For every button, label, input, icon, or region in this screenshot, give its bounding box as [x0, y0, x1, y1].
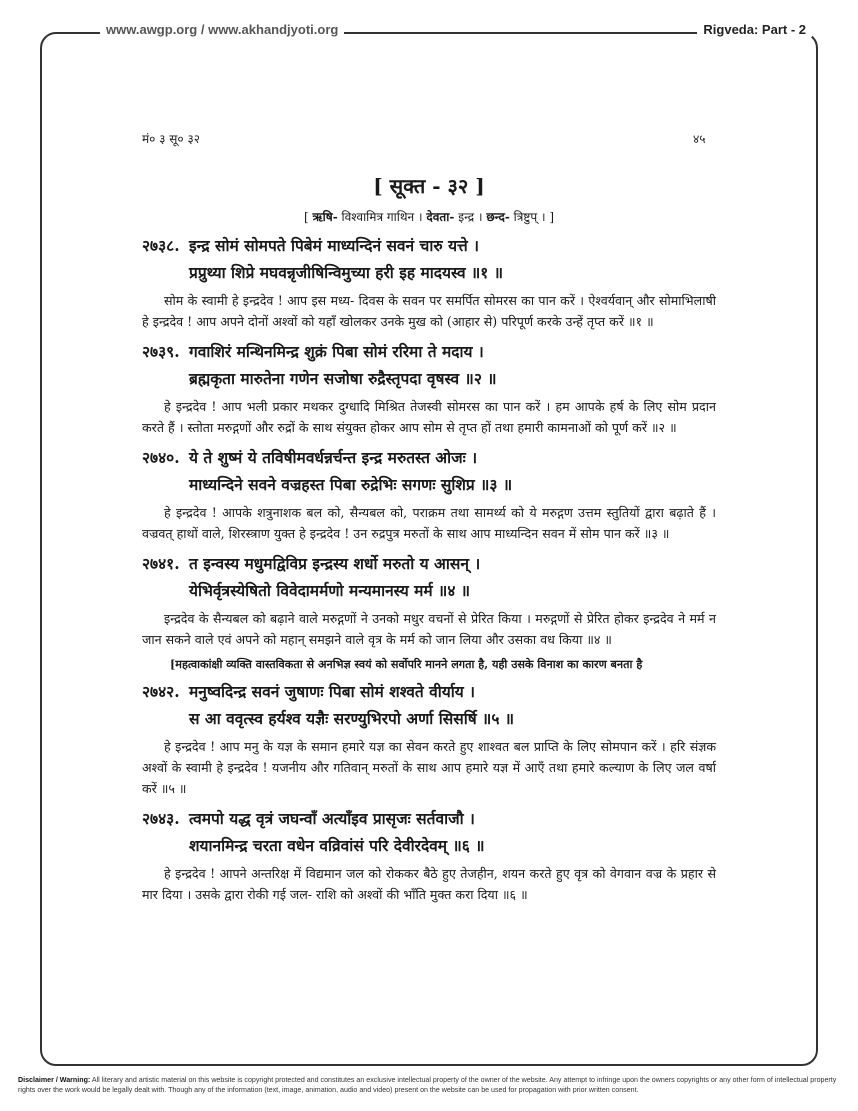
verse-number: २७३९. [142, 342, 180, 361]
verse-line-1 [142, 805, 716, 832]
verse-line-1 [142, 678, 716, 705]
disclaimer-footer [18, 1076, 842, 1095]
verse-line-2: स आ ववृत्स्व हर्यश्व यज्ञैः सरण्युभिरपो अर्णा सिसर्षि ॥५ ॥ [189, 709, 515, 728]
verse-block [142, 678, 716, 799]
verse-block [142, 232, 716, 332]
verse-number: २७४१. [142, 554, 180, 573]
moral-quote: [महत्वाकांक्षी व्यक्ति वास्तविकता से अनभिज्ञ स्वयं को सर्वोपरि मानने लगता है, यही उसके विनाश का कारण बनता है [170, 657, 643, 671]
verse-text: ये ते शुष्मं ये तविषीमवर्धन्नर्चन्त इन्द्र मरुतस्त ओजः । [189, 448, 478, 467]
verses-body [142, 232, 716, 911]
disclaimer-text: All literary and artistic material on this website is copyright protected and constitutes an exclusive intellectual property of the owner of the website. Any attempt to infringe upon the owners copyrights or any other form of intellectual property rights over the work would be legally dealt with. Though any of the information (text, image, animation, audio and video) present on the website can be used for propagation with prior written consent. [18, 1076, 837, 1094]
devata-value: इन्द्र । [454, 210, 487, 224]
verse-block [142, 805, 716, 905]
verse-number: २७४२. [142, 682, 180, 701]
verse-number: २७४०. [142, 448, 180, 467]
verse-line-2: शयानमिन्द्र चरता वधेन वव्रिवांसं परि देवीरदेवम् ॥६ ॥ [189, 836, 485, 855]
verse-translation: हे इन्द्रदेव ! आप भली प्रकार मथकर दुग्धादि मिश्रित तेजस्वी सोमरस का पान करें । हम आपके हर्ष के लिए सोम प्रदान करते हैं । स्तोता मरुद्गणों और रुद्रों के साथ संयुक्त होकर आप सोम से तृप्त हों तथा हमारी कामनाओं को पूर्ण करें ॥२ ॥ [142, 399, 716, 435]
chhanda-label: छन्द- [486, 210, 510, 224]
book-title: Rigveda: Part - 2 [697, 22, 812, 37]
sukta-meta [0, 208, 858, 225]
verse-line-1 [142, 444, 716, 471]
verse-line-1 [142, 338, 716, 365]
verse-block [142, 338, 716, 438]
verse-text: त इन्वस्य मधुमद्विविप्र इन्द्रस्य शर्धो मरुतो य आसन् । [189, 554, 481, 573]
devata-label: देवता- [426, 210, 455, 224]
verse-translation: हे इन्द्रदेव ! आपने अन्तरिक्ष में विद्यमान जल को रोककर बैठे हुए तेजहीन, शयन करते हुए वृत्र को वेगवान वज्र के प्रहार से मार दिया । उसके द्वारा रोकी गई जल- राशि को अश्वों की भाँति मुक्त करा दिया ॥६ ॥ [142, 866, 716, 902]
rishi-label: ऋषि- [312, 210, 338, 224]
verse-block [142, 444, 716, 544]
verse-line-1 [142, 550, 716, 577]
verse-number: २७३८. [142, 236, 180, 255]
rishi-value: विश्वामित्र गाथिन । [337, 210, 427, 224]
verse-text: गवाशिरं मन्थिनमिन्द्र शुक्रं पिबा सोमं ररिमा ते मदाय । [189, 342, 484, 361]
verse-translation: हे इन्द्रदेव ! आप मनु के यज्ञ के समान हमारे यज्ञ का सेवन करते हुए शाश्वत बल प्राप्ति के लिए सोमपान करें । हरि संज्ञक अश्वों के स्वामी हे इन्द्रदेव ! यजनीय और गतिवान् मरुतों के साथ आप हमारे यज्ञ में आएँ तथा हमारे कल्याण के लिए जल वर्षा करें ॥५ ॥ [142, 739, 716, 796]
sukta-title: [ सूक्त - ३२ ] [373, 174, 485, 198]
verse-line-2: प्रप्रुथ्या शिप्रे मघवन्नृजीषिन्विमुच्या हरी इह मादयस्व ॥१ ॥ [189, 263, 504, 282]
verse-block [142, 550, 716, 674]
verse-line-1 [142, 232, 716, 259]
verse-translation: इन्द्रदेव के सैन्यबल को बढ़ाने वाले मरुद्गणों ने उनको मधुर वचनों से प्रेरित किया । मरुद्गणों से प्रेरित होकर इन्द्रदेव ने मर्म न जान सकने वाले एवं अपने को महान् समझने वाले वृत्र के मर्म को जान लिया और उसका वध किया ॥४ ॥ [142, 611, 716, 647]
verse-text: मनुष्वदिन्द्र सवनं जुषाणः पिबा सोमं शश्वते वीर्याय । [189, 682, 476, 701]
mandala-sukta-reference: मं० ३ सू० ३२ [142, 132, 200, 146]
verse-translation: हे इन्द्रदेव ! आपके शत्रुनाशक बल को, सैन्यबल को, पराक्रम तथा सामर्थ्य को ये मरुद्गण उत्तम स्तुतियों द्वारा बढ़ाते हैं । वज्रवत् हाथों वाले, शिरस्त्राण युक्त हे इन्द्रदेव ! उन रुद्रपुत्र मरुतों के साथ आप माध्यन्दिन सवन में सोम पान करें ॥३ ॥ [142, 505, 716, 541]
verse-line-2: ब्रह्मकृता मारुतेना गणेन सजोषा रुद्रैस्तृपदा वृषस्व ॥२ ॥ [189, 369, 497, 388]
verse-text: इन्द्र सोमं सोमपते पिबेमं माध्यन्दिनं सवनं चारु यत्ते । [189, 236, 480, 255]
verse-translation: सोम के स्वामी हे इन्द्रदेव ! आप इस मध्य- दिवस के सवन पर समर्पित सोमरस का पान करें । ऐश्वर्यवान् और सोमाभिलाषी हे इन्द्रदेव ! आप अपने दोनों अश्वों को यहाँ खोलकर उनके मुख को (आहार से) परिपूर्ण करके उन्हें तृप्त करें ॥१ ॥ [142, 293, 716, 329]
disclaimer-label: Disclaimer / Warning: [18, 1076, 91, 1084]
verse-line-2: येभिर्वृत्रस्येषितो विवेदामर्मणो मन्यमानस्य मर्म ॥४ ॥ [189, 581, 471, 600]
verse-line-2: माध्यन्दिने सवने वज्रहस्त पिबा रुद्रेभिः सगणः सुशिप्र ॥३ ॥ [189, 475, 513, 494]
verse-text: त्वमपो यद्ध वृत्रं जघन्वाँ अत्याँइव प्रासृजः सर्तवाजौ । [189, 809, 475, 828]
page-number: ४५ [693, 132, 706, 146]
verse-number: २७४३. [142, 809, 180, 828]
meta-open: [ [303, 210, 313, 224]
site-urls: www.awgp.org / www.akhandjyoti.org [100, 22, 344, 37]
chhanda-value: त्रिष्टुप् । ] [509, 210, 555, 224]
